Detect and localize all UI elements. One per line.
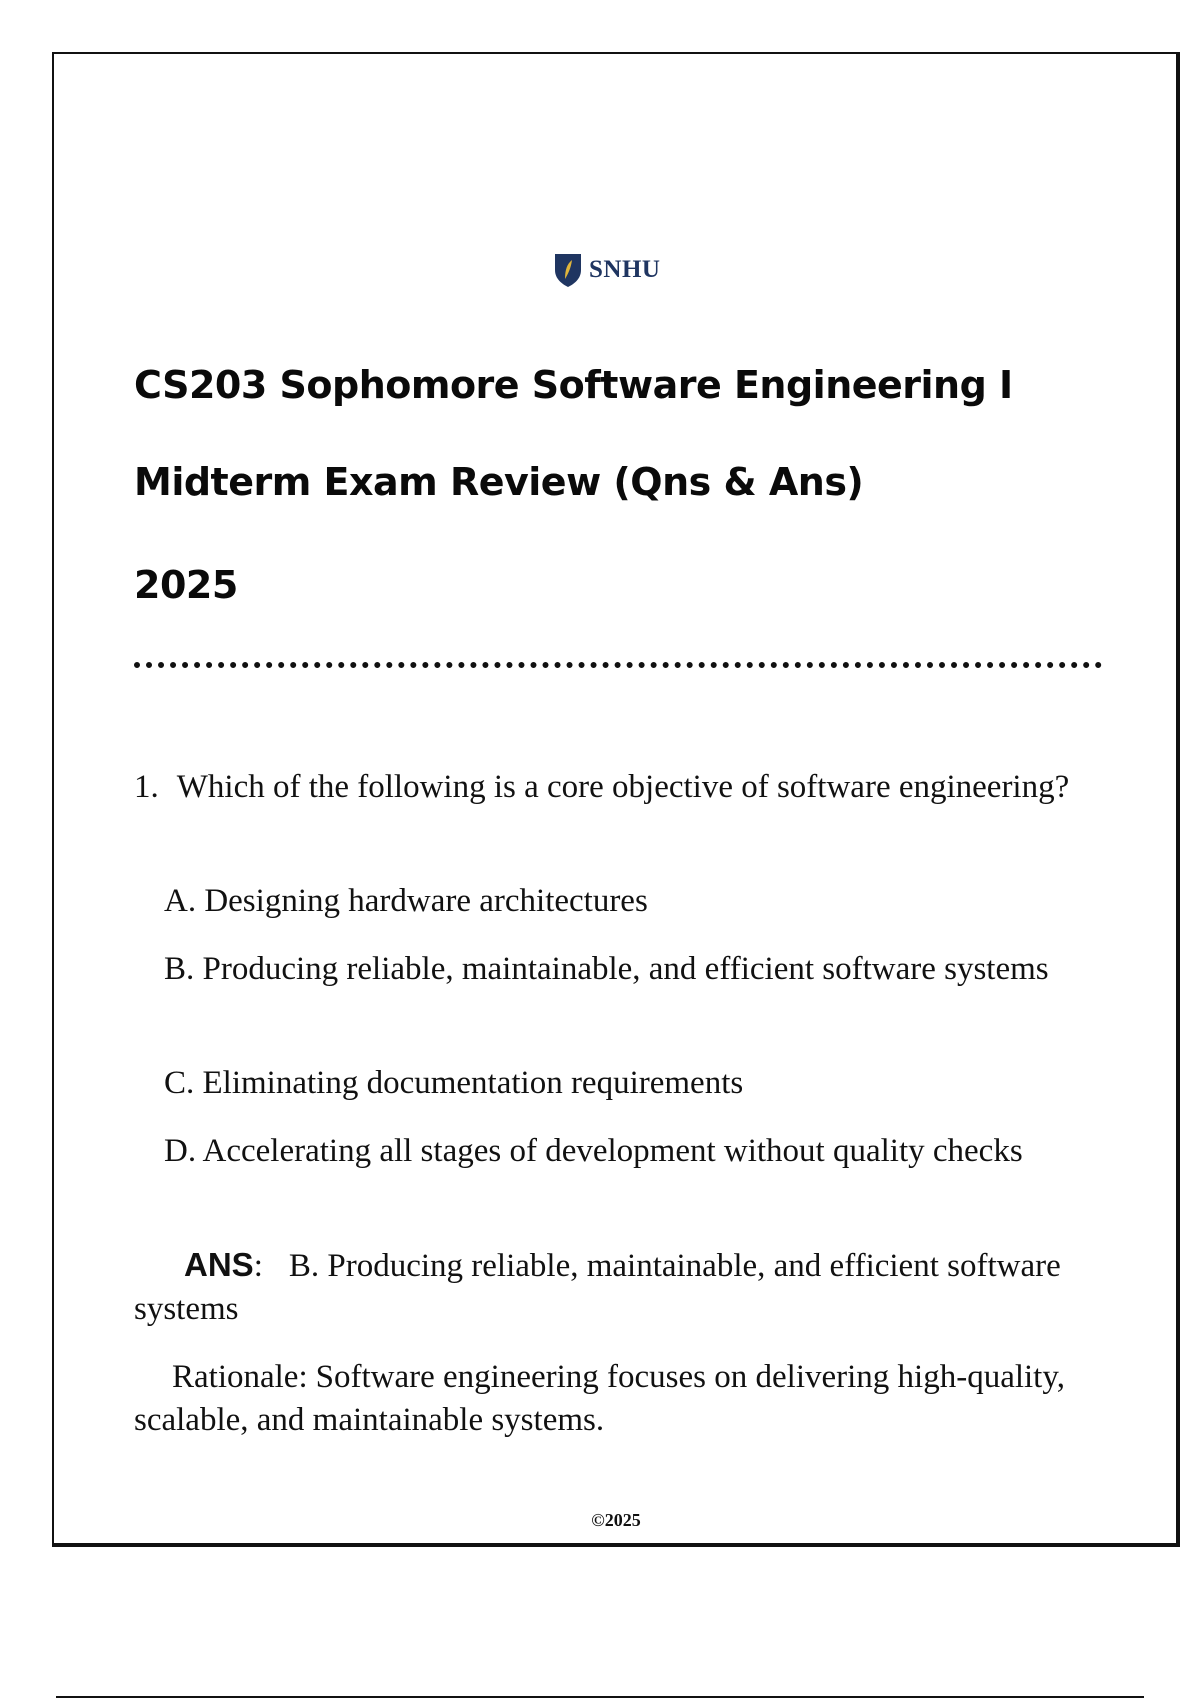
question-number: 1. [134,769,159,805]
rationale [134,1356,1074,1442]
option-c [134,1062,1074,1105]
bottom-divider [56,1696,1144,1698]
answer [134,1243,1074,1331]
question-text: Which of the following is a core objective of software engineering? [176,769,1070,805]
option-d [134,1130,1074,1173]
option-a-text: A. Designing hardware architectures [164,883,648,919]
option-c-text: C. Eliminating documentation requirements [164,1065,744,1101]
dotted-divider [134,662,1102,668]
option-b [134,948,1074,991]
rationale-label: Rationale: [172,1359,308,1395]
answer-colon: : [253,1248,263,1284]
option-d-text: D. Accelerating all stages of development without quality checks [164,1133,1023,1169]
option-a [134,880,1074,923]
logo-text: SNHU [589,256,661,283]
document-title-subtitle: Midterm Exam Review (Qns & Ans) [134,460,864,504]
option-b-text: B. Producing reliable, maintainable, and efficient software systems [164,951,1049,987]
answer-label: ANS [184,1246,254,1283]
question-1 [134,766,1074,809]
document-title-year: 2025 [134,563,238,607]
snhu-logo [553,252,660,288]
rationale-text: Software engineering focuses on delivering high-quality, scalable, and maintainable systems. [134,1359,1065,1438]
answer-text: B. Producing reliable, maintainable, and efficient software systems [134,1248,1061,1327]
copyright-footer: ©2025 [591,1510,641,1530]
shield-icon [553,252,583,288]
document-title-course: CS203 Sophomore Software Engineering I [134,363,1013,407]
